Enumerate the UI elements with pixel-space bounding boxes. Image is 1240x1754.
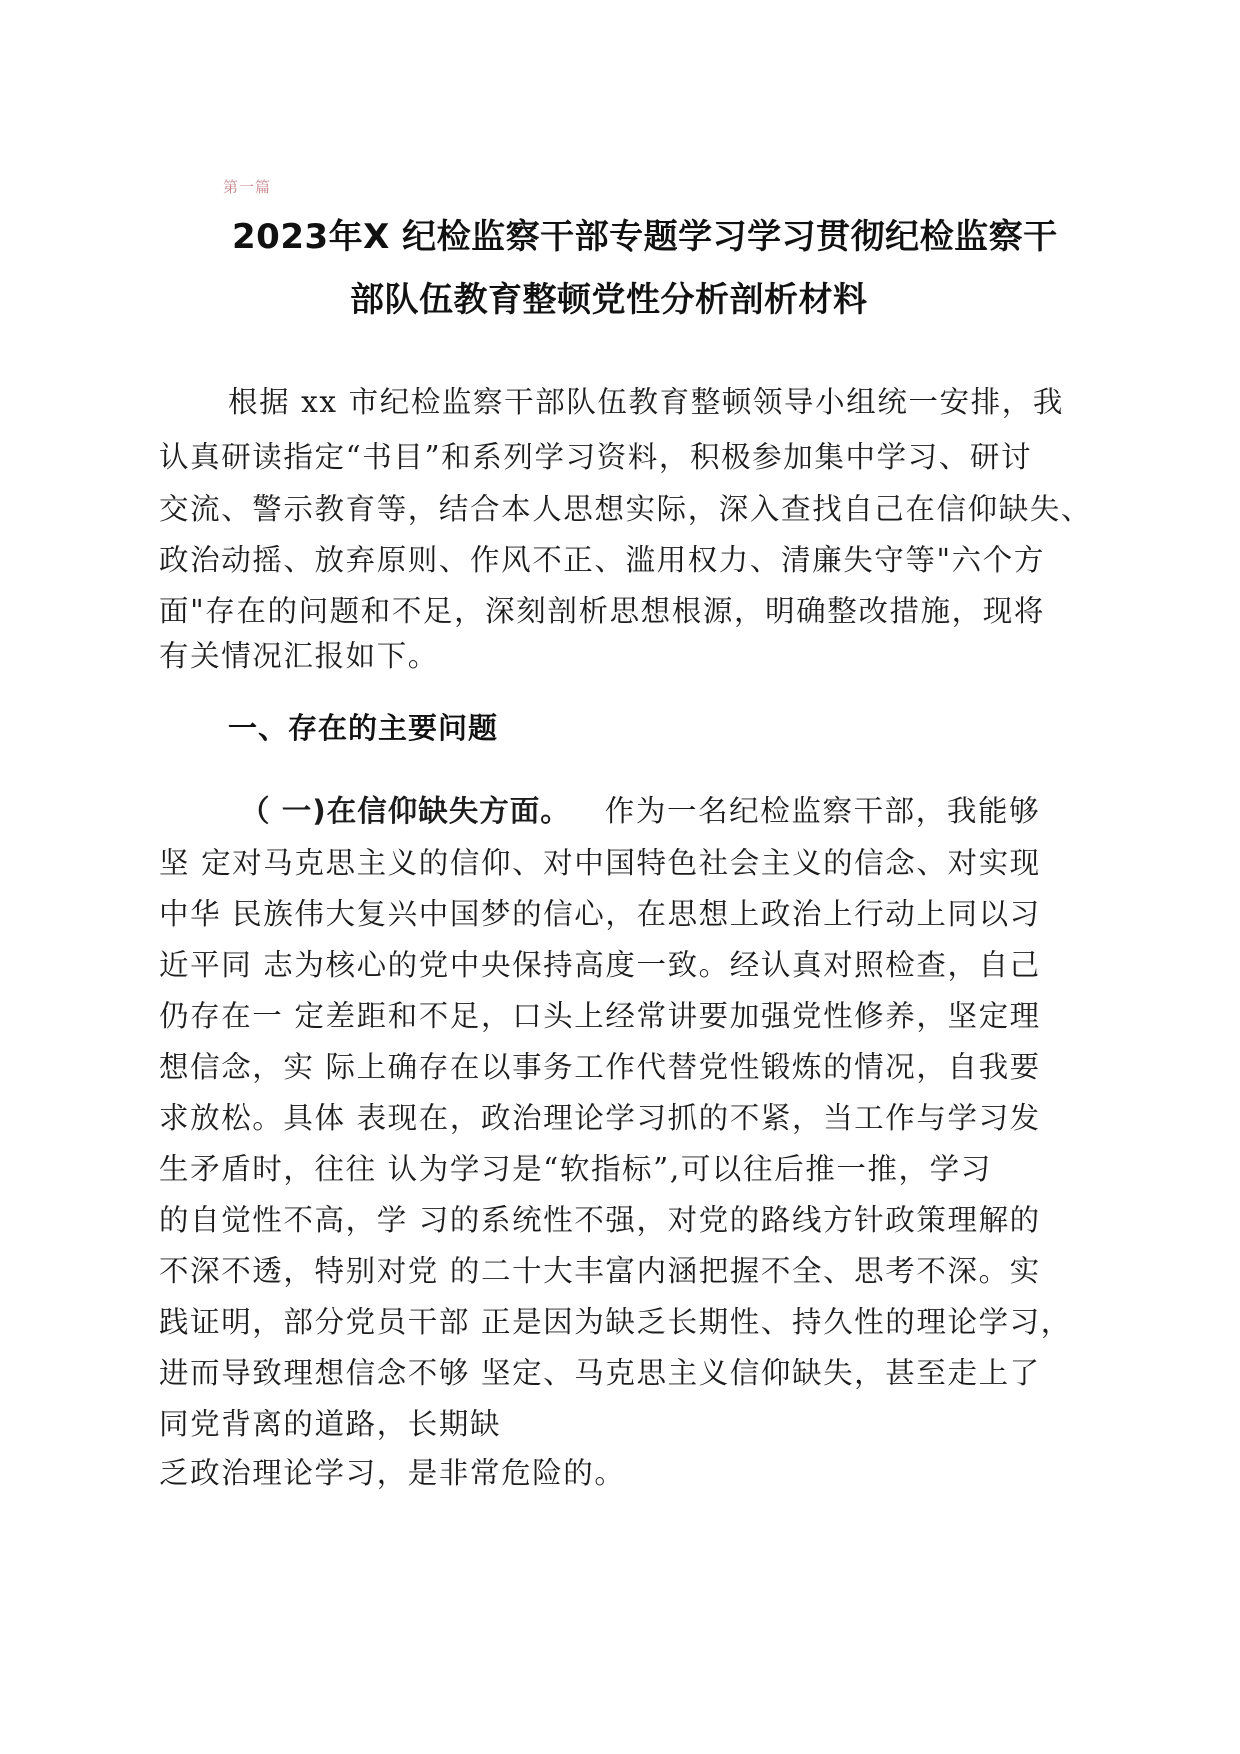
paragraph-line: 的自觉性不高，学 习的系统性不强，对党的路线方针政策理解的 [159, 1203, 1041, 1237]
intro-line: 认真研读指定“书目”和系列学习资料，积极参加集中学习、研讨 [159, 440, 1033, 474]
sub-heading: （ 一)在信仰缺失方面。 [240, 794, 571, 828]
paragraph-line: 中华 民族伟大复兴中国梦的信心，在思想上政治上行动上同以习 [159, 897, 1041, 931]
paragraph-line: 同党背离的道路，长期缺 [159, 1407, 502, 1441]
intro-line: 交流、警示教育等，结合本人思想实际，深入查找自己在信仰缺失、 [159, 492, 1093, 526]
paragraph-line: 乏政治理论学习，是非常危险的。 [159, 1456, 626, 1490]
paragraph-line: 不深不透，特别对党 的二十大丰富内涵把握不全、思考不深。实 [159, 1254, 1041, 1288]
intro-line: 面"存在的问题和不足，深刻剖析思想根源，明确整改措施，现将 [159, 594, 1045, 628]
document-title-line-2: 部队伍教育整顿党性分析剖析材料 [350, 280, 868, 320]
paragraph-line: 求放松。具体 表现在，政治理论学习抓的不紧，当工作与学习发 [159, 1101, 1041, 1135]
paragraph-line: 仍存在一 定差距和不足，口头上经常讲要加强党性修养，坚定理 [159, 999, 1041, 1033]
intro-line: 根据 xx 市纪检监察干部队伍教育整顿领导小组统一安排，我 [228, 385, 1064, 419]
paragraph-line: 践证明，部分党员干部 正是因为缺乏长期性、持久性的理论学习， [159, 1305, 1072, 1339]
document-title-line-1: 2023年X 纪检监察干部专题学习学习贯彻纪检监察干 [232, 217, 1058, 257]
section-label: 第一篇 [223, 178, 272, 196]
paragraph-line: 生矛盾时，往往 认为学习是“软指标”,可以往后推一推，学习 [159, 1152, 992, 1186]
intro-line: 政治动摇、放弃原则、作风不正、滥用权力、清廉失守等"六个方 [159, 543, 1045, 577]
paragraph-text: 作为一名纪检监察干部，我能够 [604, 794, 1041, 828]
paragraph-line: 近平同 志为核心的党中央保持高度一致。经认真对照检查，自己 [159, 948, 1041, 982]
intro-line: 有关情况汇报如下。 [159, 639, 439, 673]
paragraph-line: 坚 定对马克思主义的信仰、对中国特色社会主义的信念、对实现 [159, 846, 1041, 880]
paragraph-line: 想信念，实 际上确存在以事务工作代替党性锻炼的情况，自我要 [159, 1050, 1041, 1084]
section-heading: 一、存在的主要问题 [228, 711, 499, 745]
paragraph-line: 进而导致理想信念不够 坚定、马克思主义信仰缺失，甚至走上了 [159, 1356, 1041, 1390]
paragraph-first-line [240, 791, 1040, 831]
